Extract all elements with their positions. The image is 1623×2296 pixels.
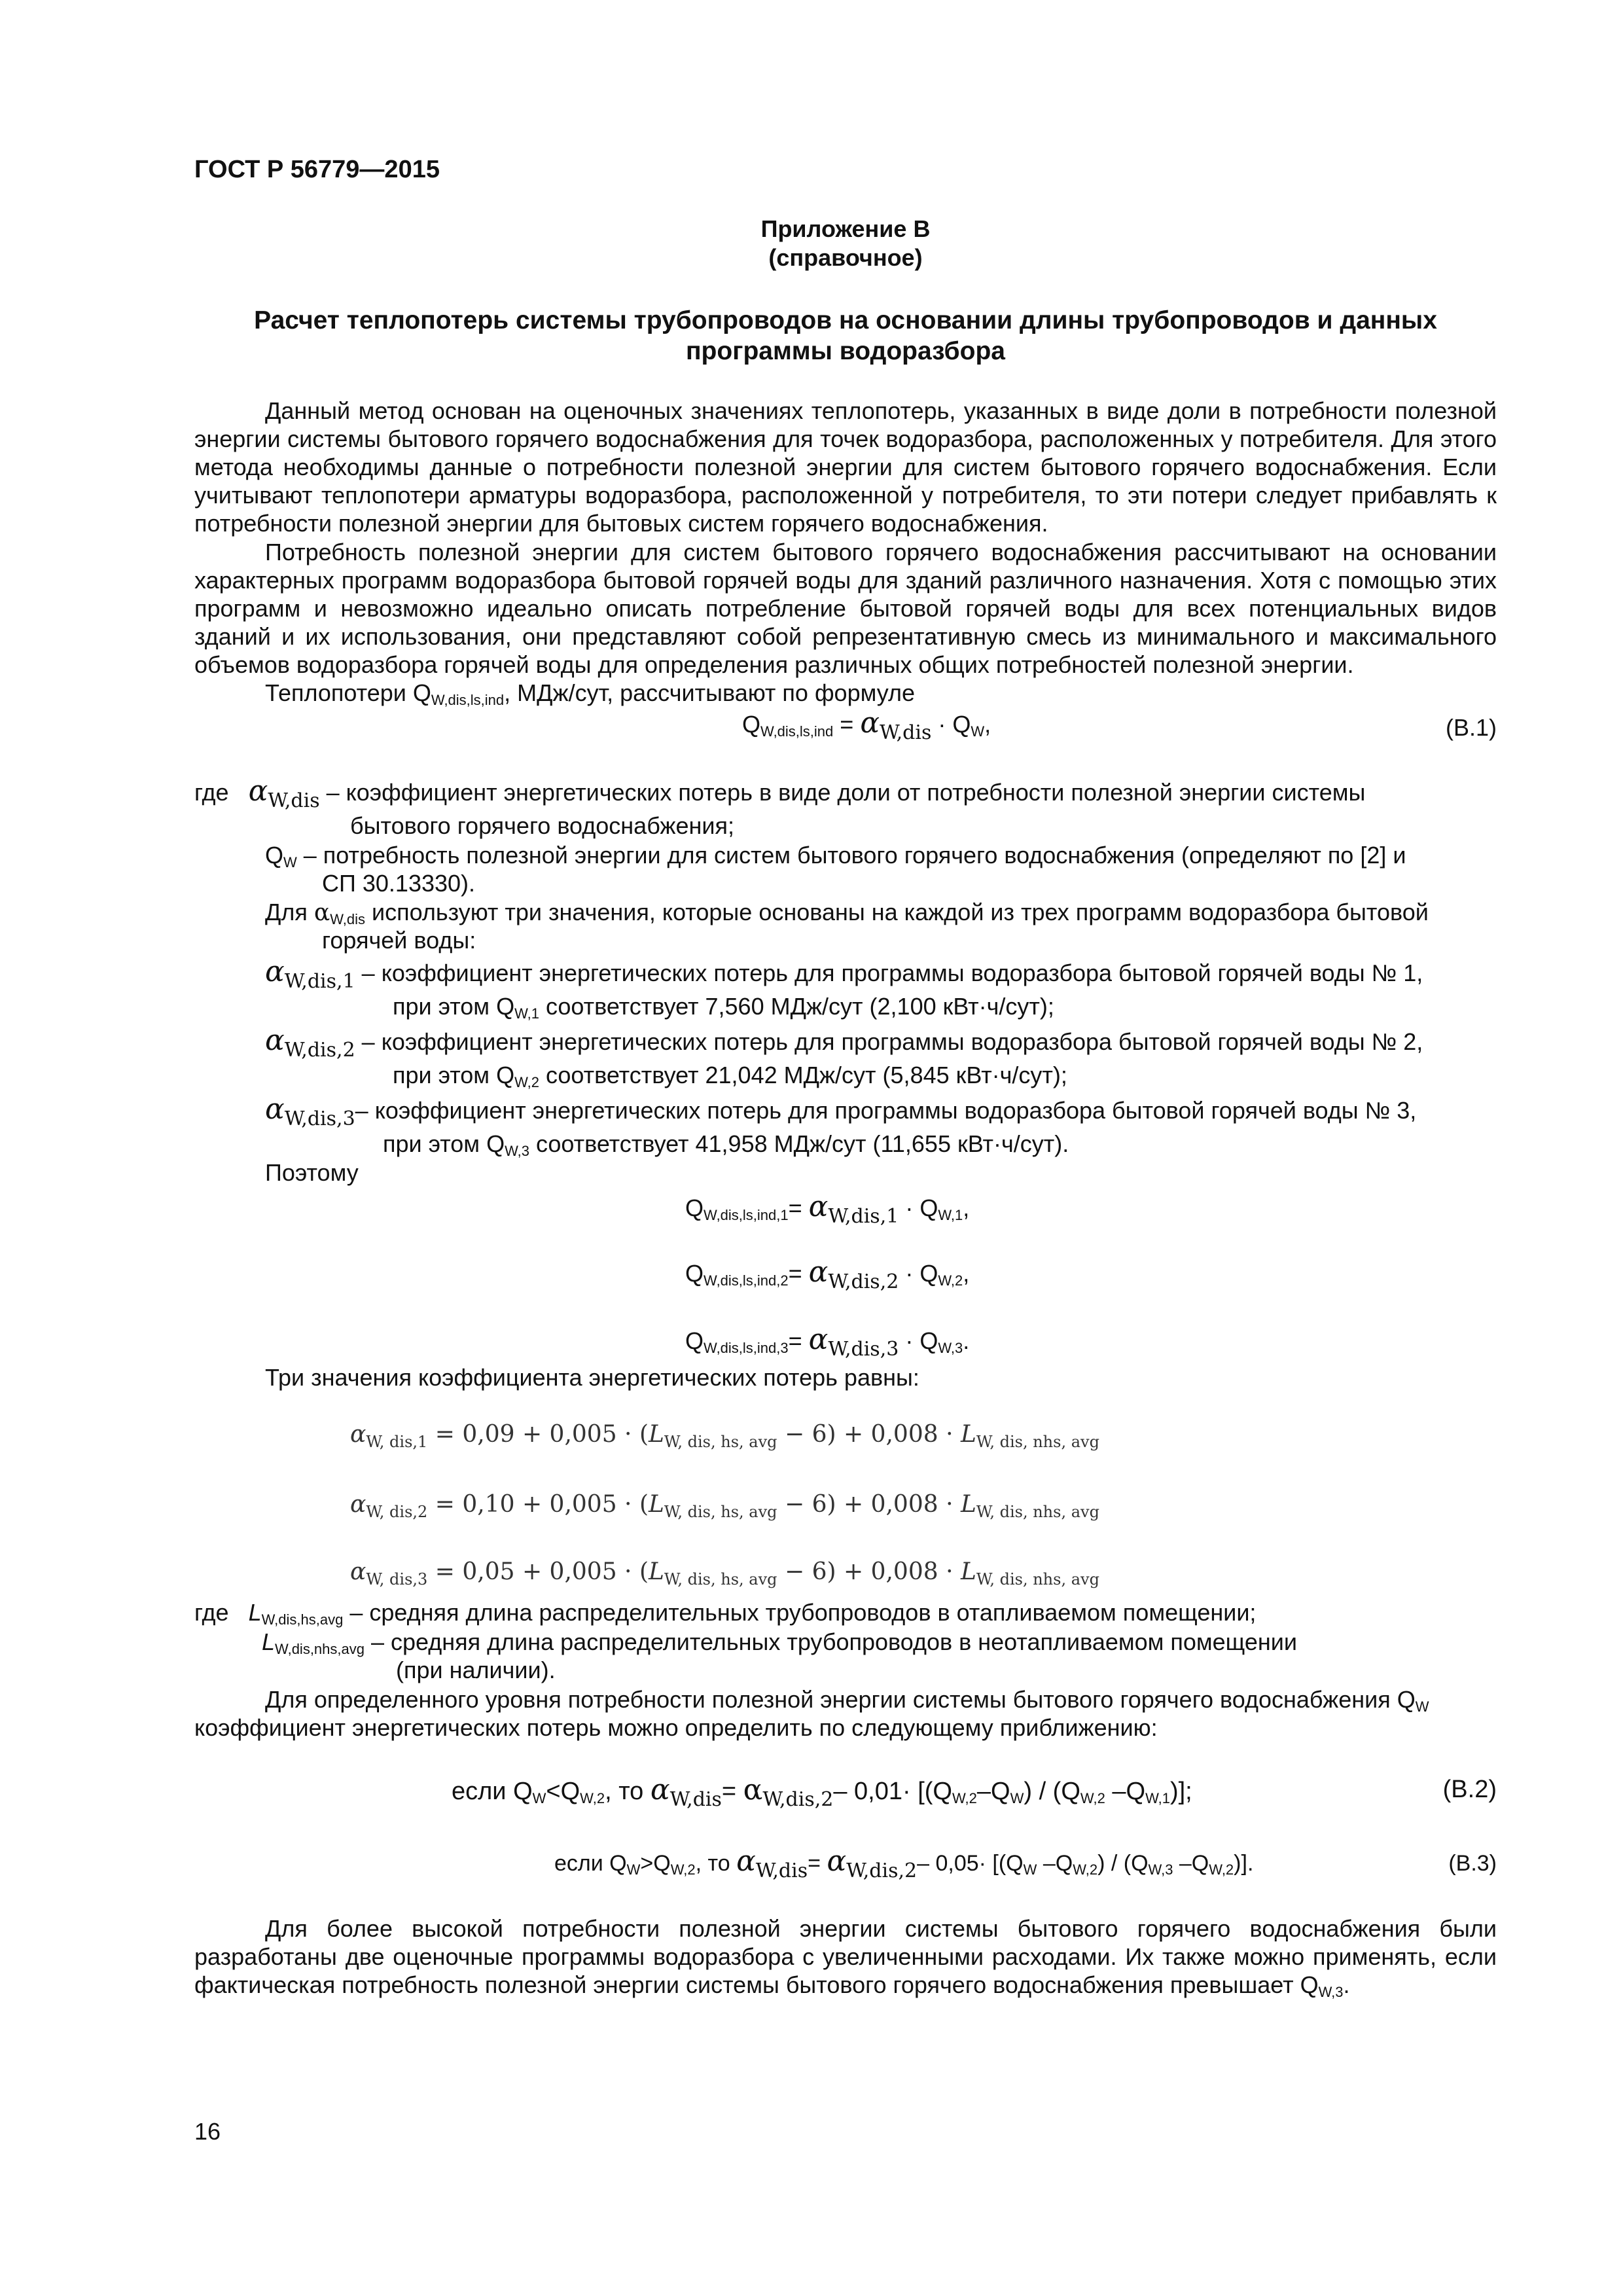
equation-b2: если $Q_W<Q_{W,2}$, то $\alpha_{W,dis}= \alpha_{W,dis,2}-$ $0,01\cdot [(Q_{W,2}-Q_W) / (Q_{W,2}$ $-Q_{W,1}$)]; (452, 1773, 1192, 1811)
alpha-item-3-cont: при этом $Q_{W,3}$ соответствует 41,958 МДж/сут (11,655 кВт·ч/сут). (383, 1130, 1069, 1159)
alpha-item-1-cont: при этом $Q_{W,1}$ соответствует 7,560 МДж/сут (2,100 кВт·ч/сут); (393, 993, 1054, 1022)
equation-b1: $Q_{W,dis,ls,ind} = \alpha_{W,dis} \cdot Q_W$, (742, 706, 991, 744)
where-alpha-wdis-cont: бытового горячего водоснабжения; (350, 812, 735, 839)
where-l-nhs-cont: (при наличии). (396, 1657, 556, 1683)
three-values-intro: Для $\alpha_{W,dis}$ используют три значения, которые основаны на каждой из трех программ водоразбора бытовой (265, 899, 1429, 927)
coef-formula-1: $\alpha_{W, dis,1} = 0,09 + 0,005 \cdot (L_{W, dis, hs, avg} - 6) + 0,008 \cdot L_{W, dis, nhs, avg}$ (350, 1421, 1099, 1451)
paragraph-method: Данный метод основан на оценочных значениях теплопотерь, указанных в виде доли в потребности полезной энергии системы бытового горячего водоснабжения для точек водоразбора, расположенных у потребителя. Для этого метода необходимы данные о потребности полезной энергии для систем бытового горячего водоснабжения. Если учитывают теплопотери арматуры водоразбора, расположенной у потребителя, то эти потери следует прибавлять к потребности полезной энергии для бытовых систем горячего водоснабжения. (194, 397, 1497, 537)
paragraph-extended-programs: Для более высокой потребности полезной энергии системы бытового горячего водоснабжения были разработаны две оценочные программы водоразбора с увеличенными расходами. Их также можно применять, если фактическая потребность полезной энергии системы бытового горячего водоснабжения превышает $Q_{W,3}$. (194, 1915, 1497, 2000)
equation-b3: если $Q_W>Q_{W,2}$, то αW,dis= αW,dis,2– $0,05\cdot [(Q_W$ $-Q_{W,2}) / (Q_{W,3}$ $-Q_{W,2}$)]. (554, 1844, 1254, 1882)
equation-ind-3: $Q_{W,dis,ls,ind,3}= \alpha_{W,dis,3} \cdot Q_{W,3}$. (685, 1323, 970, 1361)
paragraph-demand: Потребность полезной энергии для систем бытового горячего водоснабжения рассчитывают на основании характерных программ водоразбора бытовой горячей воды для зданий различного назначения. Хотя с помощью этих программ и невозможно идеально описать потребление бытовой горячей воды для всех потенциальных видов зданий и их использования, они представляют собой репрезентативную смесь из минимального и максимального объемов водоразбора горячей воды для определения различных общих потребностей полезной энергии. (194, 539, 1497, 678)
where-alpha-wdis: где $\alpha_{W,dis}$ – коэффициент энергетических потерь в виде доли от потребности полезной энергии системы (194, 774, 1366, 812)
page-number: 16 (194, 2118, 221, 2145)
where-l-nhs: $L_{W,dis,nhs,avg}$ – средняя длина распределительных трубопроводов в неотапливаемом помещении (262, 1628, 1298, 1657)
section-title: Расчет теплопотерь системы трубопроводов на основании длины трубопроводов и данных программы водоразбора (254, 306, 1437, 365)
alpha-item-2-cont: при этом $Q_{W,2}$ соответствует 21,042 МДж/сут (5,845 кВт·ч/сут); (393, 1062, 1067, 1090)
qw-definition-cont: СП 30.13330). (322, 870, 476, 897)
alpha-item-1: $\alpha_{W,dis,1}$ – коэффициент энергетических потерь для программы водоразбора бытовой горячей воды № 1, (265, 955, 1423, 993)
paragraph-formula-intro: Теплопотери $Q_{W,dis,ls,ind}$, МДж/сут, рассчитывают по формуле (265, 679, 915, 708)
where-l-hs: где $L_{W,dis,hs,avg}$ – средняя длина распределительных трубопроводов в отапливаемом помещении; (194, 1599, 1257, 1628)
equation-b2-number: (В.2) (1442, 1776, 1497, 1803)
coef-formula-2: $\alpha_{W, dis,2} = 0,10 + 0,005 \cdot (L_{W, dis, hs, avg} - 6) + 0,008 \cdot L_{W, dis, nhs, avg}$ (350, 1491, 1099, 1521)
alpha-item-3: $\alpha_{W,dis,3}-$ коэффициент энергетических потерь для программы водоразбора бытовой горячей воды № 3, (265, 1092, 1417, 1130)
coef-formula-3: $\alpha_{W, dis,3} = 0,05 + 0,005 \cdot (L_{W, dis, hs, avg} - 6) + 0,008 \cdot L_{W, dis, nhs, avg}$ (350, 1558, 1099, 1588)
equation-ind-2: $Q_{W,dis,ls,ind,2}= \alpha_{W,dis,2} \cdot Q_{W,2}$, (685, 1255, 970, 1293)
therefore-label: Поэтому (265, 1159, 359, 1186)
document-header: ГОСТ Р 56779—2015 (194, 156, 440, 183)
appendix-label: Приложение В (760, 215, 931, 242)
equation-b3-number: (В.3) (1448, 1851, 1497, 1876)
approx-paragraph-cont: коэффициент энергетических потерь можно определить по следующему приближению: (194, 1714, 1158, 1741)
three-values-cont: горячей воды: (322, 927, 476, 954)
equation-ind-1: $Q_{W,dis,ls,ind,1}= \alpha_{W,dis,1} \cdot Q_{W,1}$, (685, 1190, 970, 1228)
approx-paragraph: Для определенного уровня потребности полезной энергии системы бытового горячего водоснабжения $Q_W$ (265, 1686, 1429, 1715)
appendix-type: (справочное) (768, 244, 923, 271)
qw-definition: $Q_W$ – потребность полезной энергии для систем бытового горячего водоснабжения (определяют по [2] и (265, 842, 1406, 870)
alpha-item-2: $\alpha_{W,dis,2}$ – коэффициент энергетических потерь для программы водоразбора бытовой горячей воды № 2, (265, 1024, 1423, 1062)
equation-b1-number: (В.1) (1445, 714, 1497, 741)
three-coef-label: Три значения коэффициента энергетических потерь равны: (265, 1364, 919, 1391)
